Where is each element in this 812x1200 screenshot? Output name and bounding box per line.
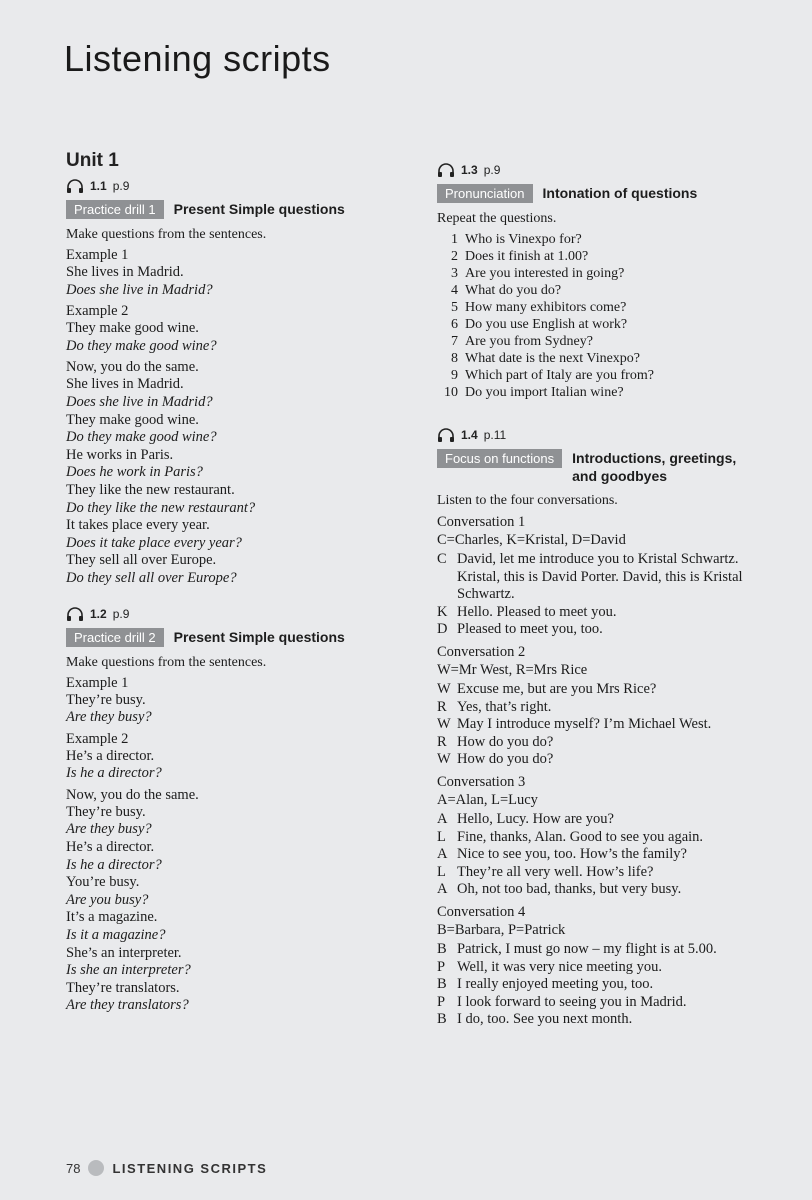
item-text: Does it finish at 1.00? <box>465 249 589 264</box>
footer-label: LISTENING SCRIPTS <box>112 1160 268 1176</box>
utterance: Nice to see you, too. How’s the family? <box>457 846 687 863</box>
drill-header <box>66 628 386 647</box>
speaker: P <box>437 958 446 975</box>
utterance: Excuse me, but are you Mrs Rice? <box>457 680 657 697</box>
utterance: Fine, thanks, Alan. Good to see you again. <box>457 828 704 845</box>
drill-statement: It’s a magazine. <box>66 909 158 926</box>
example-question: Do they make good wine? <box>66 337 217 354</box>
headphones-icon <box>66 178 84 194</box>
dialogue-line <box>437 751 782 769</box>
example-question: Does she live in Madrid? <box>66 281 213 298</box>
example-question: Are they busy? <box>66 709 152 726</box>
dialogue-line <box>437 976 782 994</box>
drill-question: Is she an interpreter? <box>66 962 191 979</box>
drill-statement: They like the new restaurant. <box>66 481 235 498</box>
dialogue-line <box>437 716 782 734</box>
dialogue-line <box>437 864 782 882</box>
drill-question: Are you busy? <box>66 891 149 908</box>
drill-question: Is it a magazine? <box>66 927 166 944</box>
example-label: Example 2 <box>66 730 129 747</box>
page-ref: p.9 <box>112 179 130 193</box>
right-column <box>437 158 782 1029</box>
item-number: 3 <box>451 266 458 281</box>
track-1-2 <box>66 606 386 622</box>
drill-header <box>66 200 386 219</box>
dialogue-line <box>437 829 782 847</box>
speaker: L <box>437 828 446 845</box>
list-item <box>437 316 782 333</box>
page-number: 78 <box>66 1160 81 1176</box>
utterance: I look forward to seeing you in Madrid. <box>457 993 687 1010</box>
track-number: 1.1 <box>90 179 107 193</box>
dialogue-line <box>437 551 782 604</box>
instruction: Make questions from the sentences. <box>66 227 267 242</box>
speaker: C <box>437 551 447 567</box>
list-item <box>437 299 782 316</box>
speaker: D <box>437 621 448 638</box>
speaker: A <box>437 810 448 827</box>
track-1-4 <box>437 427 782 443</box>
instruction: Listen to the four conversations. <box>437 493 618 508</box>
dialogue-line <box>437 811 782 829</box>
pronunciation-header <box>437 184 782 203</box>
drill-badge: Practice drill 2 <box>66 628 164 647</box>
conversations <box>437 513 782 1029</box>
utterance: Pleased to meet you, too. <box>457 621 603 638</box>
functions-badge: Focus on functions <box>437 449 562 468</box>
list-item <box>437 248 782 265</box>
speaker: P <box>437 993 446 1010</box>
drill-statement: They make good wine. <box>66 411 199 428</box>
item-number: 1 <box>451 232 458 247</box>
drill-question: Do they sell all over Europe? <box>66 569 237 586</box>
dialogue-line <box>437 941 782 959</box>
dialogue-line <box>437 881 782 899</box>
track-1-1 <box>66 178 386 194</box>
example-statement: He’s a director. <box>66 747 155 764</box>
dialogue-line <box>437 734 782 752</box>
drill-statement: They’re busy. <box>66 803 146 820</box>
utterance: Hello. Pleased to meet you. <box>457 603 617 620</box>
item-number: 2 <box>451 249 458 264</box>
item-text: Are you from Sydney? <box>465 334 593 349</box>
bullet-dot-icon <box>88 1160 104 1176</box>
speaker: A <box>437 846 448 863</box>
left-sections <box>66 178 386 1015</box>
item-number: 7 <box>451 334 458 349</box>
drill-question: Are they translators? <box>66 997 189 1014</box>
dialogue-line <box>437 604 782 622</box>
track-1-3 <box>437 162 782 178</box>
section-title-line-2: and goodbyes <box>572 468 668 484</box>
drill-question: Does she live in Madrid? <box>66 393 213 410</box>
drill-statement: She lives in Madrid. <box>66 376 184 393</box>
utterance: May I introduce myself? I’m Michael West. <box>457 716 712 733</box>
conversation-title: Conversation 3 <box>437 773 526 790</box>
page-ref: p.9 <box>112 606 130 621</box>
item-number: 9 <box>451 368 458 383</box>
speaker: B <box>437 976 447 993</box>
drill-question: Are they busy? <box>66 821 152 838</box>
section-title: Present Simple questions <box>173 201 345 217</box>
list-item <box>437 384 782 401</box>
utterance: Hello, Lucy. How are you? <box>457 810 614 827</box>
item-text: Do you import Italian wine? <box>465 385 624 400</box>
speaker: R <box>437 733 447 750</box>
utterance: How do you do? <box>457 751 554 768</box>
now-label: Now, you do the same. <box>66 786 199 803</box>
drill-badge: Practice drill 1 <box>66 200 164 219</box>
headphones-icon <box>437 427 455 443</box>
utterance: They’re all very well. How’s life? <box>457 863 654 880</box>
drill-question: Is he a director? <box>66 856 162 873</box>
item-text: What do you do? <box>465 283 562 298</box>
dialogue-line <box>437 994 782 1012</box>
section-title: Present Simple questions <box>173 628 345 645</box>
utterance: Yes, that’s right. <box>457 698 552 715</box>
utterance: Patrick, I must go now – my flight is at 5.00. <box>457 940 717 957</box>
example-label: Example 1 <box>66 674 129 691</box>
conversation-roles: A=Alan, L=Lucy <box>437 791 538 808</box>
item-number: 5 <box>451 300 458 315</box>
drill-question: Do they like the new restaurant? <box>66 499 256 516</box>
example-label: Example 2 <box>66 303 129 320</box>
dialogue-line <box>437 699 782 717</box>
question-list <box>437 231 782 401</box>
pronunciation-badge: Pronunciation <box>437 184 533 203</box>
instruction: Repeat the questions. <box>437 211 557 226</box>
section-title-line-1: Introductions, greetings, <box>572 450 737 466</box>
speaker: L <box>437 863 446 880</box>
item-number: 10 <box>444 385 458 400</box>
drill-statement: They’re translators. <box>66 979 180 996</box>
conversation-roles: B=Barbara, P=Patrick <box>437 921 566 938</box>
drill-question: Does he work in Paris? <box>66 464 203 481</box>
speaker: R <box>437 698 447 715</box>
utterance: Oh, not too bad, thanks, but very busy. <box>457 881 682 898</box>
drill-statement: It takes place every year. <box>66 517 210 534</box>
drill-statement: They sell all over Europe. <box>66 552 217 569</box>
example-question: Is he a director? <box>66 765 162 782</box>
list-item <box>437 231 782 248</box>
drill-question: Does it take place every year? <box>66 534 242 551</box>
drill-question: Do they make good wine? <box>66 429 217 446</box>
item-text: Who is Vinexpo for? <box>465 232 582 247</box>
example-statement: They’re busy. <box>66 691 146 708</box>
track-number: 1.4 <box>461 428 478 442</box>
unit-title: Unit 1 <box>66 150 119 171</box>
list-item <box>437 265 782 282</box>
example-label: Example 1 <box>66 247 129 263</box>
speaker: W <box>437 751 451 768</box>
page-ref: p.11 <box>483 428 507 442</box>
example-statement: They make good wine. <box>66 320 199 337</box>
conversation-title: Conversation 4 <box>437 903 526 920</box>
dialogue-line <box>437 959 782 977</box>
track-number: 1.3 <box>461 163 478 177</box>
list-item <box>437 350 782 367</box>
item-number: 4 <box>451 283 458 298</box>
drill-statement: You’re busy. <box>66 874 140 891</box>
dialogue-line <box>437 1011 782 1029</box>
drill-statement: He works in Paris. <box>66 446 174 463</box>
item-text: Are you interested in going? <box>465 266 625 281</box>
list-item <box>437 333 782 350</box>
item-number: 8 <box>451 351 458 366</box>
footer <box>66 1160 267 1176</box>
speaker: K <box>437 603 448 620</box>
speaker: W <box>437 680 451 697</box>
utterance: I really enjoyed meeting you, too. <box>457 976 654 993</box>
item-text: Do you use English at work? <box>465 317 628 332</box>
example-statement: She lives in Madrid. <box>66 264 184 280</box>
now-label: Now, you do the same. <box>66 359 199 376</box>
instruction: Make questions from the sentences. <box>66 654 267 670</box>
dialogue-line <box>437 621 782 639</box>
utterance: David, let me introduce you to Kristal Schwartz. Kristal, this is David Porter. David, this is Kristal Schwartz. <box>457 551 743 603</box>
speaker: B <box>437 940 447 957</box>
section-title <box>572 449 736 485</box>
drill-statement: He’s a director. <box>66 839 155 856</box>
headphones-icon <box>66 606 84 622</box>
dialogue-line <box>437 681 782 699</box>
conversation-title: Conversation 1 <box>437 514 526 530</box>
item-text: Which part of Italy are you from? <box>465 368 654 383</box>
headphones-icon <box>437 162 455 178</box>
conversation-roles: W=Mr West, R=Mrs Rice <box>437 661 588 678</box>
item-text: What date is the next Vinexpo? <box>465 351 641 366</box>
dialogue-line <box>437 846 782 864</box>
speaker: A <box>437 881 448 898</box>
speaker: W <box>437 716 451 733</box>
item-text: How many exhibitors come? <box>465 300 627 315</box>
utterance: I do, too. See you next month. <box>457 1011 633 1028</box>
conversation-title: Conversation 2 <box>437 643 526 660</box>
utterance: How do you do? <box>457 733 554 750</box>
drill-statement: She’s an interpreter. <box>66 944 182 961</box>
list-item <box>437 367 782 384</box>
track-number: 1.2 <box>90 606 107 621</box>
section-title: Intonation of questions <box>542 185 698 201</box>
item-number: 6 <box>451 317 458 332</box>
page-title: Listening scripts <box>64 38 331 79</box>
left-column <box>66 150 386 1015</box>
list-item <box>437 282 782 299</box>
speaker: B <box>437 1011 447 1028</box>
conversation-roles: C=Charles, K=Kristal, D=David <box>437 532 626 548</box>
utterance: Well, it was very nice meeting you. <box>457 958 662 975</box>
functions-header <box>437 449 782 485</box>
page-ref: p.9 <box>483 163 501 177</box>
